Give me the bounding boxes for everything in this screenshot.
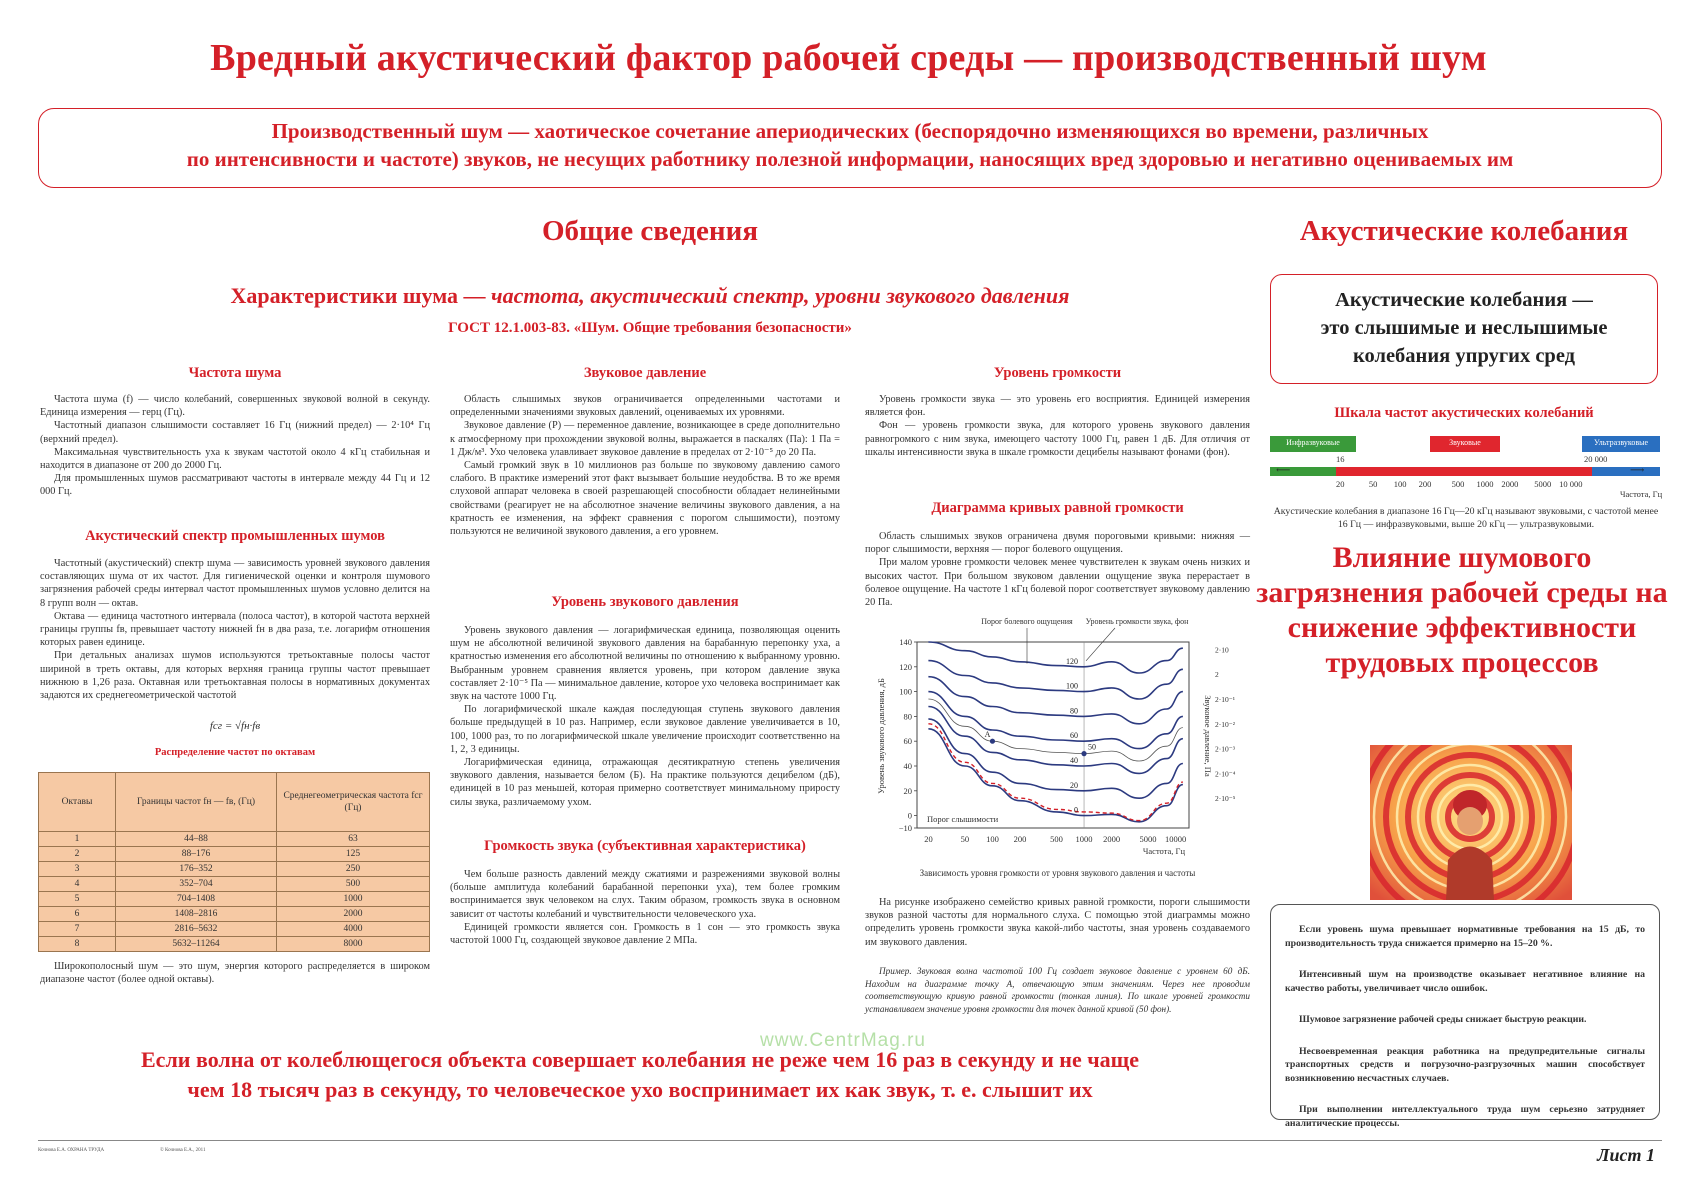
definition-line-2: по интенсивности и частоте) звуков, не несущих работнику полезной информации, наносящих вред здоровью и негативно оцениваемых им	[186, 147, 1514, 171]
octave-header-cell: Октавы	[39, 773, 116, 832]
table-cell: 63	[277, 832, 430, 847]
scale-tick-label: 10 000	[1559, 479, 1583, 489]
table-cell: 5	[39, 892, 116, 907]
table-row	[39, 937, 430, 952]
table-cell: 704–1408	[116, 892, 277, 907]
table-cell: 1000	[277, 892, 430, 907]
scale-note: Акустические колебания в диапазоне 16 Гц—20 кГц называют звуковыми, с частотой менее 16 Гц — инфразвуковыми, выше 20 кГц — ультразвуковыми.	[1273, 506, 1659, 530]
acoustic-box-line-2: это слышимые и неслышимые	[1320, 317, 1608, 339]
scale-tick-label: 20	[1336, 479, 1345, 489]
chart-ylabel: Уровень звукового давления, дБ	[876, 678, 886, 794]
scale-unit: Частота, Гц	[1620, 489, 1663, 499]
point-label: 50	[1088, 742, 1097, 752]
sound-bar	[1336, 467, 1592, 476]
curve-label: 20	[1070, 780, 1079, 790]
table-cell: 2000	[277, 907, 430, 922]
diagram-p1: Область слышимых звуков ограничена двумя пороговыми кривыми: нижняя — порог слышимости, верхняя — порог болевого ощущения.	[865, 531, 1250, 556]
scale-tick-label: 5000	[1534, 479, 1552, 489]
point-label: A	[984, 730, 991, 740]
hearing-threshold-label: Порог слышимости	[927, 814, 999, 824]
loudness-level-p1: Уровень громкости звука — это уровень его восприятия. Единицей измерения является фон.	[865, 394, 1250, 419]
scale-tick-label: 1000	[1476, 479, 1494, 489]
chart-y-right-ticks	[1215, 645, 1236, 803]
x-tick-label: 500	[1050, 834, 1063, 844]
ultrasound-label: Ультразвуковые	[1593, 438, 1649, 447]
chart-y-ticks	[899, 637, 917, 833]
x-tick-label: 100	[986, 834, 999, 844]
scale-tick-label: 100	[1393, 479, 1407, 489]
table-cell: 2	[39, 847, 116, 862]
x-tick-label: 10000	[1164, 834, 1187, 844]
table-cell: 88–176	[116, 847, 277, 862]
table-cell: 352–704	[116, 877, 277, 892]
x-tick-label: 1000	[1075, 834, 1093, 844]
effects-box	[1270, 904, 1660, 1129]
y-tick-label: 140	[899, 637, 912, 647]
table-row	[39, 907, 430, 922]
sheet-number: Лист 1	[1597, 1145, 1655, 1165]
y-right-tick-label: 2·10	[1215, 645, 1229, 655]
table-cell: 3	[39, 862, 116, 877]
x-tick-label: 20	[924, 834, 933, 844]
level-text	[450, 624, 840, 809]
sound-band	[1430, 436, 1500, 452]
characteristics-heading-a: Характеристики шума —	[230, 283, 492, 308]
table-cell: 5632–11264	[116, 937, 277, 952]
octave-table-header-row	[39, 773, 430, 832]
pain-threshold-label: Порог болевого ощущения	[981, 617, 1073, 626]
loudness-p1: Чем больше разность давлений между сжатиями и разрежениями звуковой волны (больше амплитуда колебаний барабанной перепонки уха), тем более громким воспринимается звук человеком на слух. Таким образом, громкость звука в основном зависит от частоты колебаний и чувствительности человеческого уха.	[450, 869, 840, 920]
freq-p4: Для промышленных шумов рассматривают частоты в интервале между 44 Гц и 12 000 Гц.	[40, 473, 430, 498]
pressure-title: Звуковое давление	[583, 365, 707, 381]
table-cell: 7	[39, 922, 116, 937]
table-row	[39, 892, 430, 907]
scale-tick-label: 50	[1368, 479, 1378, 489]
chart-xlabel: Частота, Гц	[1142, 846, 1185, 856]
pressure-p1: Область слышимых звуков ограничивается определенными частотами и определенными значениями звуковых давлений, оцениваемых их уровнями.	[450, 394, 840, 419]
curve-label: 40	[1070, 756, 1079, 765]
scale-tick-label: 2000	[1501, 479, 1519, 489]
general-heading: Общие сведения	[541, 215, 759, 247]
level-p3: Логарифмическая единица, отражающая десятикратную степень увеличения звукового давления, называется белом (Б). На практике пользуются децибелом (дБ), единицей в 10 раз меньшей, которая примерно соответствует минимальному приросту силы звука, различаемому ухом.	[450, 757, 840, 808]
y-tick-label: 0	[907, 810, 912, 821]
level-p2: По логарифмической шкале каждая последующая ступень звукового давления больше предыдущей в 10 раз. Например, если звуковое давление увеличивается в 10, 100, 1000 раз, то по логарифмической шкале увеличение происходит соответственно на 1, 2, 3 единицы.	[450, 704, 840, 755]
loudness-level-text	[865, 393, 1250, 459]
scale-tick-label: 200	[1418, 479, 1432, 489]
table-cell: 4	[39, 877, 116, 892]
table-cell: 1	[39, 832, 116, 847]
frequency-scale-title: Шкала частот акустических колебаний	[1334, 405, 1594, 421]
example-text	[865, 965, 1250, 1015]
diagram-text	[865, 530, 1250, 609]
y-right-tick-label: 2·10⁻²	[1215, 719, 1235, 729]
table-row	[39, 832, 430, 847]
y-tick-label: 40	[903, 761, 912, 771]
point-50	[1081, 751, 1086, 756]
example-p: Пример. Звуковая волна частотой 100 Гц создает звуковое давление с уровнем 60 дБ. Находим на диаграмме точку А, отвечающую этим значениям. Через нее проводим соответствующую кривую равной громкости (тонкая линия). По шкале уровней громкости устанавливаем значение уровня громкости для точек данной кривой (50 фон).	[865, 966, 1250, 1014]
chart-caption: Зависимость уровня громкости от уровня звукового давления и частоты	[919, 868, 1196, 878]
table-cell: 4000	[277, 922, 430, 937]
x-tick-label: 2000	[1103, 834, 1121, 844]
y-tick-label: 80	[903, 711, 912, 722]
curve-label: 0	[1074, 805, 1079, 815]
y-right-tick-label: 2·10⁻¹	[1215, 695, 1235, 705]
influence-heading: Влияние шумового загрязнения рабочей среды на снижение эффективности трудовых процессов	[1256, 541, 1668, 679]
chart-explanation	[865, 896, 1250, 949]
table-cell: 500	[277, 877, 430, 892]
acoustic-box-line-1: Акустические колебания —	[1335, 289, 1593, 311]
loudness-level-p2: Фон — уровень громкости звука, для которого уровень звукового давления равногромкого с ним звука, имеющего частоту 1000 Гц, равен 1 дБ. Для отличия от шкалы интенсивности звука в шкале громкости децибелы называют фонами (фон).	[865, 420, 1250, 458]
effect-item: Шумовое загрязнение рабочей среды снижает быструю реакции.	[1299, 1014, 1587, 1025]
curve-label: 60	[1070, 731, 1079, 741]
freq-p3: Максимальная чувствительность уха к звукам частотой около 4 кГц стабильная и находится в диапазоне от 200 до 2000 Гц.	[40, 446, 430, 472]
acoustic-heading: Акустические колебания	[1299, 215, 1629, 247]
y-right-tick-label: 2·10⁻⁵	[1215, 794, 1236, 804]
footer-divider	[38, 1140, 1662, 1141]
bottom-statement-line-1: Если волна от колеблющегося объекта совершает колебания не реже чем 16 раз в секунду и не чаще	[141, 1047, 1139, 1072]
scale-20000-label: 20 000	[1584, 454, 1608, 464]
gost-reference: ГОСТ 12.1.003-83. «Шум. Общие требования безопасности»	[448, 320, 852, 336]
loudness-p2: Единицей громкости является сон. Громкость в 1 сон — это громкость звука частотой 1000 Гц, создающей звуковое давление 2 МПа.	[450, 921, 840, 947]
infrasound-label: Инфразвуковые	[1286, 438, 1340, 447]
acoustic-definition-box	[1270, 274, 1658, 384]
definition-line-1: Производственный шум — хаотическое сочетание апериодических (беспорядочно изменяющихся во времени, различных	[271, 119, 1429, 143]
effect-item: Интенсивный шум на производстве оказывает негативное влияние на качество работы, увеличивает число ошибок.	[1285, 969, 1645, 994]
broadband-text	[40, 960, 430, 986]
arrow-left-icon: ⟵	[1276, 465, 1291, 476]
level-title: Уровень звукового давления	[551, 594, 739, 610]
curve-label: 120	[1066, 656, 1079, 666]
diagram-title: Диаграмма кривых равной громкости	[931, 500, 1184, 516]
table-cell: 2816–5632	[116, 922, 277, 937]
freq-title: Частота шума	[188, 365, 282, 381]
page-title: Вредный акустический фактор рабочей среды — производственный шум	[210, 37, 1487, 79]
y-tick-label: 60	[903, 736, 912, 747]
freq-p1: Частота шума (f) — число колебаний, совершенных звуковой волной в секунду. Единица измерения — герц (Гц).	[40, 394, 430, 419]
loudness-level-label: Уровень громкости звука, фон	[1085, 617, 1189, 626]
characteristics-heading	[0, 283, 1300, 309]
watermark: www.CentrMag.ru	[760, 1030, 926, 1051]
table-cell: 6	[39, 907, 116, 922]
table-row	[39, 862, 430, 877]
broadband-p: Широкополосный шум — это шум, энергия которого распределяется в широком диапазоне частот (более одной октавы).	[40, 961, 430, 986]
loudness-title: Громкость звука (субъективная характеристика)	[484, 838, 806, 854]
pressure-p2: Звуковое давление (P) — переменное давление, возникающее в среде дополнительно к атмосферному при прохождении звуковой волны, выражается в паскалях (Па): 1 Па = 1 Дж/м³. Ухо человека улавливает звуковое давление в пределах от 2·10⁻⁵ до 20 Па.	[450, 420, 840, 458]
freq-p2: Частотный диапазон слышимости составляет 16 Гц (нижний предел) — 2·10⁴ Гц (верхний предел).	[40, 420, 430, 445]
table-row	[39, 877, 430, 892]
infrasound-band	[1270, 436, 1356, 452]
acoustic-box-line-3: колебания упругих сред	[1352, 345, 1576, 367]
ultrasound-bar	[1592, 467, 1660, 476]
table-cell: 176–352	[116, 862, 277, 877]
bottom-statement-line-2: чем 18 тысяч раз в секунду, то человеческое ухо воспринимает их как звук, т. е. слышит их	[187, 1077, 1093, 1102]
chart-explanation-p: На рисунке изображено семейство кривых равной громкости, пороги слышимости звуков разной частоты для нормального слуха. С помощью этой диаграммы можно определить уровень громкости звука какой-либо частоты, зная уровень создаваемого им звукового давления.	[865, 897, 1250, 948]
loudness-level-title: Уровень громкости	[993, 365, 1122, 381]
octave-formula: fсг = √fн·fв	[209, 720, 261, 732]
arrow-right-icon: ⟶	[1630, 465, 1645, 476]
octave-table-wrap	[38, 772, 430, 952]
level-p1: Уровень звукового давления — логарифмическая единица, позволяющая оценить шум не абсолютной величиной звукового давления на барабанную перепонку уха, а кратностью изменения его абсолютной величины по отношению к выбранному уровню. Выбранным уровнем сравнения является уровень, при котором давление звука составляет 2·10⁻⁵ Па — минимальное давление, которое ухо человека воспринимает как звук на частоте 1000 Гц.	[450, 625, 840, 703]
table-cell: 8	[39, 937, 116, 952]
spectrum-title: Акустический спектр промышленных шумов	[85, 528, 385, 544]
spectrum-p3: При детальных анализах шумов используются третьоктавные полосы частот шириной в треть октавы, для которых верхняя граница группы частот превышает нижнюю в 1,26 раза. Октавная или третьоктавная полосы в нормативных документах задаются их среднегеометрической частотой	[40, 650, 430, 702]
y-tick-label: 20	[903, 785, 912, 796]
definition-box	[38, 108, 1662, 188]
diagram-p2: При малом уровне громкости человек менее чувствителен к звукам очень низких и высоких частот. При большом звуковом давлении ощущение звука перерастает в болевое ощущение. На частоте 1 кГц болевой порог соответствует звуковому давлению 20 Па.	[865, 557, 1250, 609]
spectrum-p2: Октава — единица частотного интервала (полоса частот), в которой частота верхней границы группы fв, превышает частоту нижней fн в два раза, т.е. логарифм отношения которых равен единице.	[40, 610, 430, 649]
y-tick-label: 120	[899, 661, 912, 672]
octave-table	[38, 772, 430, 952]
table-row	[39, 847, 430, 862]
y-tick-label: −10	[898, 823, 912, 833]
y-right-tick-label: 2·10⁻³	[1215, 744, 1235, 754]
footer-credit-2: © Кочнова Е.А., 2011	[160, 1148, 206, 1153]
y-right-tick-label: 2·10⁻⁴	[1215, 769, 1236, 779]
noise-illustration	[1370, 745, 1572, 900]
table-cell: 44–88	[116, 832, 277, 847]
equal-loudness-chart	[865, 612, 1255, 862]
x-tick-label: 200	[1013, 834, 1027, 844]
frequency-scale	[1270, 436, 1660, 496]
table-cell: 250	[277, 862, 430, 877]
y-tick-label: 100	[899, 686, 912, 697]
pressure-text	[450, 393, 840, 538]
table-row	[39, 922, 430, 937]
effect-item: Если уровень шума превышает нормативные требования на 15 дБ, то производительность труда снижается примерно на 15–20 %.	[1285, 924, 1645, 949]
chart-ylabel-right: Звуковое давление, Па	[1203, 695, 1213, 777]
footer-credit-1: Кочнова Е.А. ОХРАНА ТРУДА	[38, 1148, 105, 1153]
octave-header-cell: Границы частот fн — fв, (Гц)	[116, 773, 277, 832]
freq-text	[40, 393, 430, 499]
characteristics-heading-b: частота, акустический спектр, уровни звукового давления	[491, 283, 1070, 308]
y-right-tick-label: 2	[1215, 670, 1219, 680]
spectrum-text	[40, 557, 430, 702]
effect-item: Несвоевременная реакция работника на предупредительные сигналы транспортных средств и погрузочно-разгрузочных машин способствует возникновению несчастных случаев.	[1285, 1045, 1645, 1084]
scale-16-label: 16	[1336, 454, 1345, 464]
x-tick-label: 5000	[1139, 834, 1157, 844]
table-cell: 8000	[277, 937, 430, 952]
scale-tick-label: 500	[1451, 479, 1465, 489]
octave-table-title: Распределение частот по октавам	[154, 747, 316, 758]
loudness-text	[450, 868, 840, 947]
pressure-p3: Самый громкий звук в 10 миллионов раз больше по звуковому давлению самого слабого. В практике измерений этот факт вызывает большие неудобства. В то же время слуховой аппарат человека в своей разрешающей способности обладает нелинейными свойствами (реагирует не на абсолютное значение величины звукового давления, а на кратность ее изменения, на эффект сравнения с порогом слышимости), поэтому пользуются не величиной звукового давления, а его уровнем.	[450, 460, 840, 538]
ultrasound-band	[1582, 436, 1660, 452]
x-tick-label: 50	[960, 834, 970, 844]
curve-label: 80	[1070, 706, 1079, 716]
table-cell: 125	[277, 847, 430, 862]
sound-label: Звуковые	[1449, 438, 1481, 447]
curve-label: 100	[1066, 681, 1079, 691]
chart-x-ticks	[924, 834, 1186, 844]
table-cell: 1408–2816	[116, 907, 277, 922]
octave-header-cell: Среднегеометрическая частота fсг (Гц)	[277, 773, 430, 832]
effect-item: При выполнении интеллектуального труда шум серьезно затрудняет аналитические процессы.	[1285, 1104, 1645, 1129]
point-A	[990, 739, 995, 744]
spectrum-p1: Частотный (акустический) спектр шума — зависимость уровней звукового давления составляющих шума от их частот. Для гигиенической оценки и контроля шумового загрязнения рабочей среды интервал частот промышленных шумов условно делится на 8 групп волн — октав.	[40, 558, 430, 609]
